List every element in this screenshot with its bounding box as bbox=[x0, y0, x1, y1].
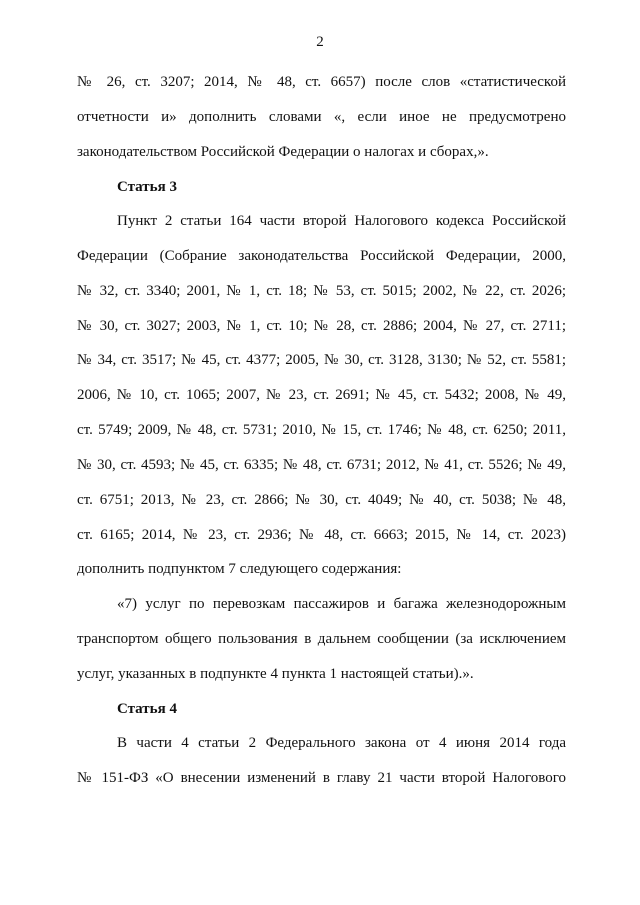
page-number: 2 bbox=[316, 34, 324, 50]
text-line: № 30, ст. 3027; 2003, № 1, ст. 10; № 28, ст. 2886; 2004, № 27, ст. 2711; bbox=[77, 318, 566, 334]
text-line: № 151-ФЗ «О внесении изменений в главу 21 части второй Налогового bbox=[77, 770, 566, 786]
text-line: дополнить подпунктом 7 следующего содержания: bbox=[77, 561, 402, 577]
text-line: ст. 5749; 2009, № 48, ст. 5731; 2010, № 15, ст. 1746; № 48, ст. 6250; 2011, bbox=[77, 422, 566, 438]
text-line: № 30, ст. 4593; № 45, ст. 6335; № 48, ст. 6731; 2012, № 41, ст. 5526; № 49, bbox=[77, 457, 566, 473]
text-line: Федерации (Собрание законодательства Российской Федерации, 2000, bbox=[77, 248, 566, 264]
text-line: ст. 6165; 2014, № 23, ст. 2936; № 48, ст. 6663; 2015, № 14, ст. 2023) bbox=[77, 527, 566, 543]
text-line: № 32, ст. 3340; 2001, № 1, ст. 18; № 53, ст. 5015; 2002, № 22, ст. 2026; bbox=[77, 283, 566, 299]
text-line: № 26, ст. 3207; 2014, № 48, ст. 6657) после слов «статистической bbox=[77, 74, 566, 90]
text-line: В части 4 статьи 2 Федерального закона от 4 июня 2014 года bbox=[117, 735, 566, 751]
text-line: № 34, ст. 3517; № 45, ст. 4377; 2005, № 30, ст. 3128, 3130; № 52, ст. 5581; bbox=[77, 352, 566, 368]
article-4-heading: Статья 4 bbox=[117, 701, 177, 717]
text-line: отчетности и» дополнить словами «, если иное не предусмотрено bbox=[77, 109, 566, 125]
text-line: ст. 6751; 2013, № 23, ст. 2866; № 30, ст. 4049; № 40, ст. 5038; № 48, bbox=[77, 492, 566, 508]
text-line: законодательством Российской Федерации о налогах и сборах,». bbox=[77, 144, 489, 160]
text-line: транспортом общего пользования в дальнем сообщении (за исключением bbox=[77, 631, 566, 647]
text-line: услуг, указанных в подпункте 4 пункта 1 настоящей статьи).». bbox=[77, 666, 474, 682]
text-line: «7) услуг по перевозкам пассажиров и багажа железнодорожным bbox=[117, 596, 566, 612]
text-line: 2006, № 10, ст. 1065; 2007, № 23, ст. 2691; № 45, ст. 5432; 2008, № 49, bbox=[77, 387, 566, 403]
text-line: Пункт 2 статьи 164 части второй Налогового кодекса Российской bbox=[117, 213, 566, 229]
article-3-heading: Статья 3 bbox=[117, 179, 177, 195]
